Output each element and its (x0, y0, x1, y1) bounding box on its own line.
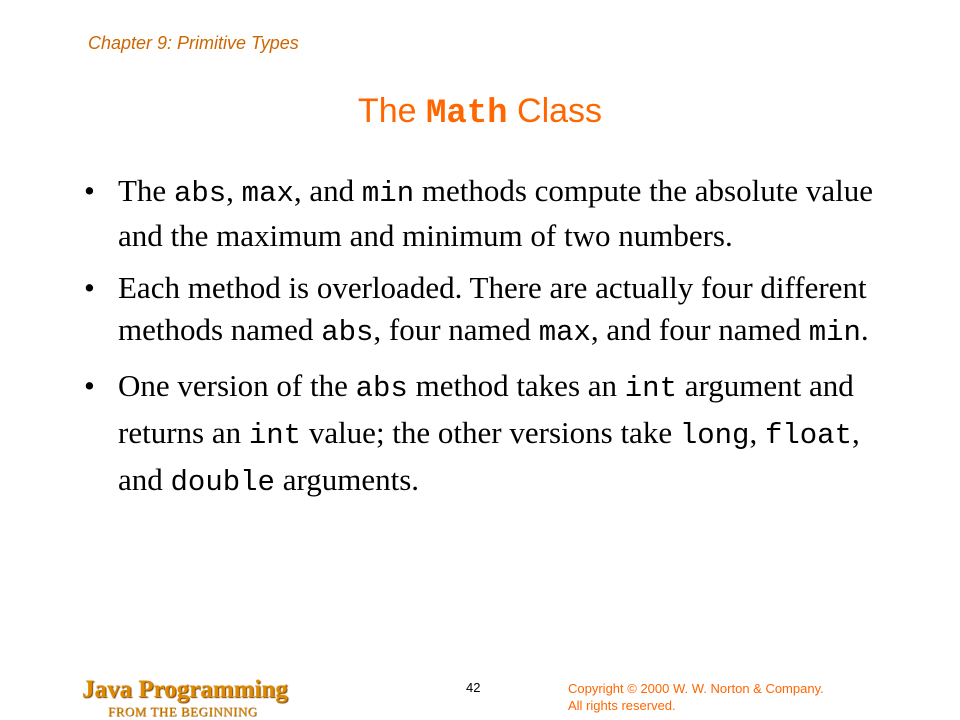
bullet-text: , and (118, 415, 860, 497)
bullet-dot: • (84, 368, 95, 403)
bullet-text: arguments. (274, 462, 420, 497)
bullet-text: value; the other versions take (301, 415, 680, 450)
code-abs: abs (355, 372, 408, 405)
code-abs: abs (321, 316, 374, 349)
bullet-text: methods compute the absolute value and the maximum and minimum of two numbers. (118, 173, 873, 253)
bullet-text: . (860, 312, 869, 347)
code-max: max (241, 177, 294, 210)
bullet-text: , and four named (590, 312, 809, 347)
bullet-list (84, 170, 874, 515)
bullet-text: , (749, 415, 765, 450)
code-int: int (248, 419, 302, 452)
code-abs: abs (173, 177, 227, 210)
bullet-text: , (226, 173, 242, 208)
code-long: long (679, 419, 750, 452)
code-max: max (538, 316, 591, 349)
footer-brand-logo: Java Programming (82, 676, 288, 703)
page-number: 42 (466, 680, 481, 695)
copyright-notice (568, 680, 928, 714)
title-code: Math (425, 95, 508, 133)
bullet-dot: • (84, 173, 95, 208)
bullet-item-3 (84, 364, 874, 505)
copyright-line-1: Copyright © 2000 W. W. Norton & Company. (568, 681, 824, 696)
bullet-item-1 (84, 170, 874, 257)
code-min: min (361, 177, 415, 210)
code-int: int (624, 372, 677, 405)
code-float: float (764, 419, 852, 452)
title-text-pre: The (357, 92, 426, 130)
bullet-text: The (118, 173, 174, 208)
title-text-post: Class (507, 92, 603, 130)
chapter-header: Chapter 9: Primitive Types (88, 33, 299, 53)
slide-title (0, 92, 960, 133)
bullet-text: , four named (373, 312, 539, 347)
footer-brand-subtitle: FROM THE BEGINNING (108, 704, 258, 719)
bullet-text: argument and returns an (118, 368, 854, 450)
copyright-line-2: All rights reserved. (568, 698, 676, 713)
bullet-item-2 (84, 267, 874, 354)
code-double: double (170, 466, 275, 499)
bullet-text: Each method is overloaded. There are actually four different methods named (118, 270, 867, 347)
bullet-text: method takes an (407, 368, 625, 403)
bullet-text: One version of the (118, 368, 356, 403)
bullet-dot: • (84, 270, 95, 305)
code-min: min (808, 316, 861, 349)
bullet-text: , and (293, 173, 362, 208)
